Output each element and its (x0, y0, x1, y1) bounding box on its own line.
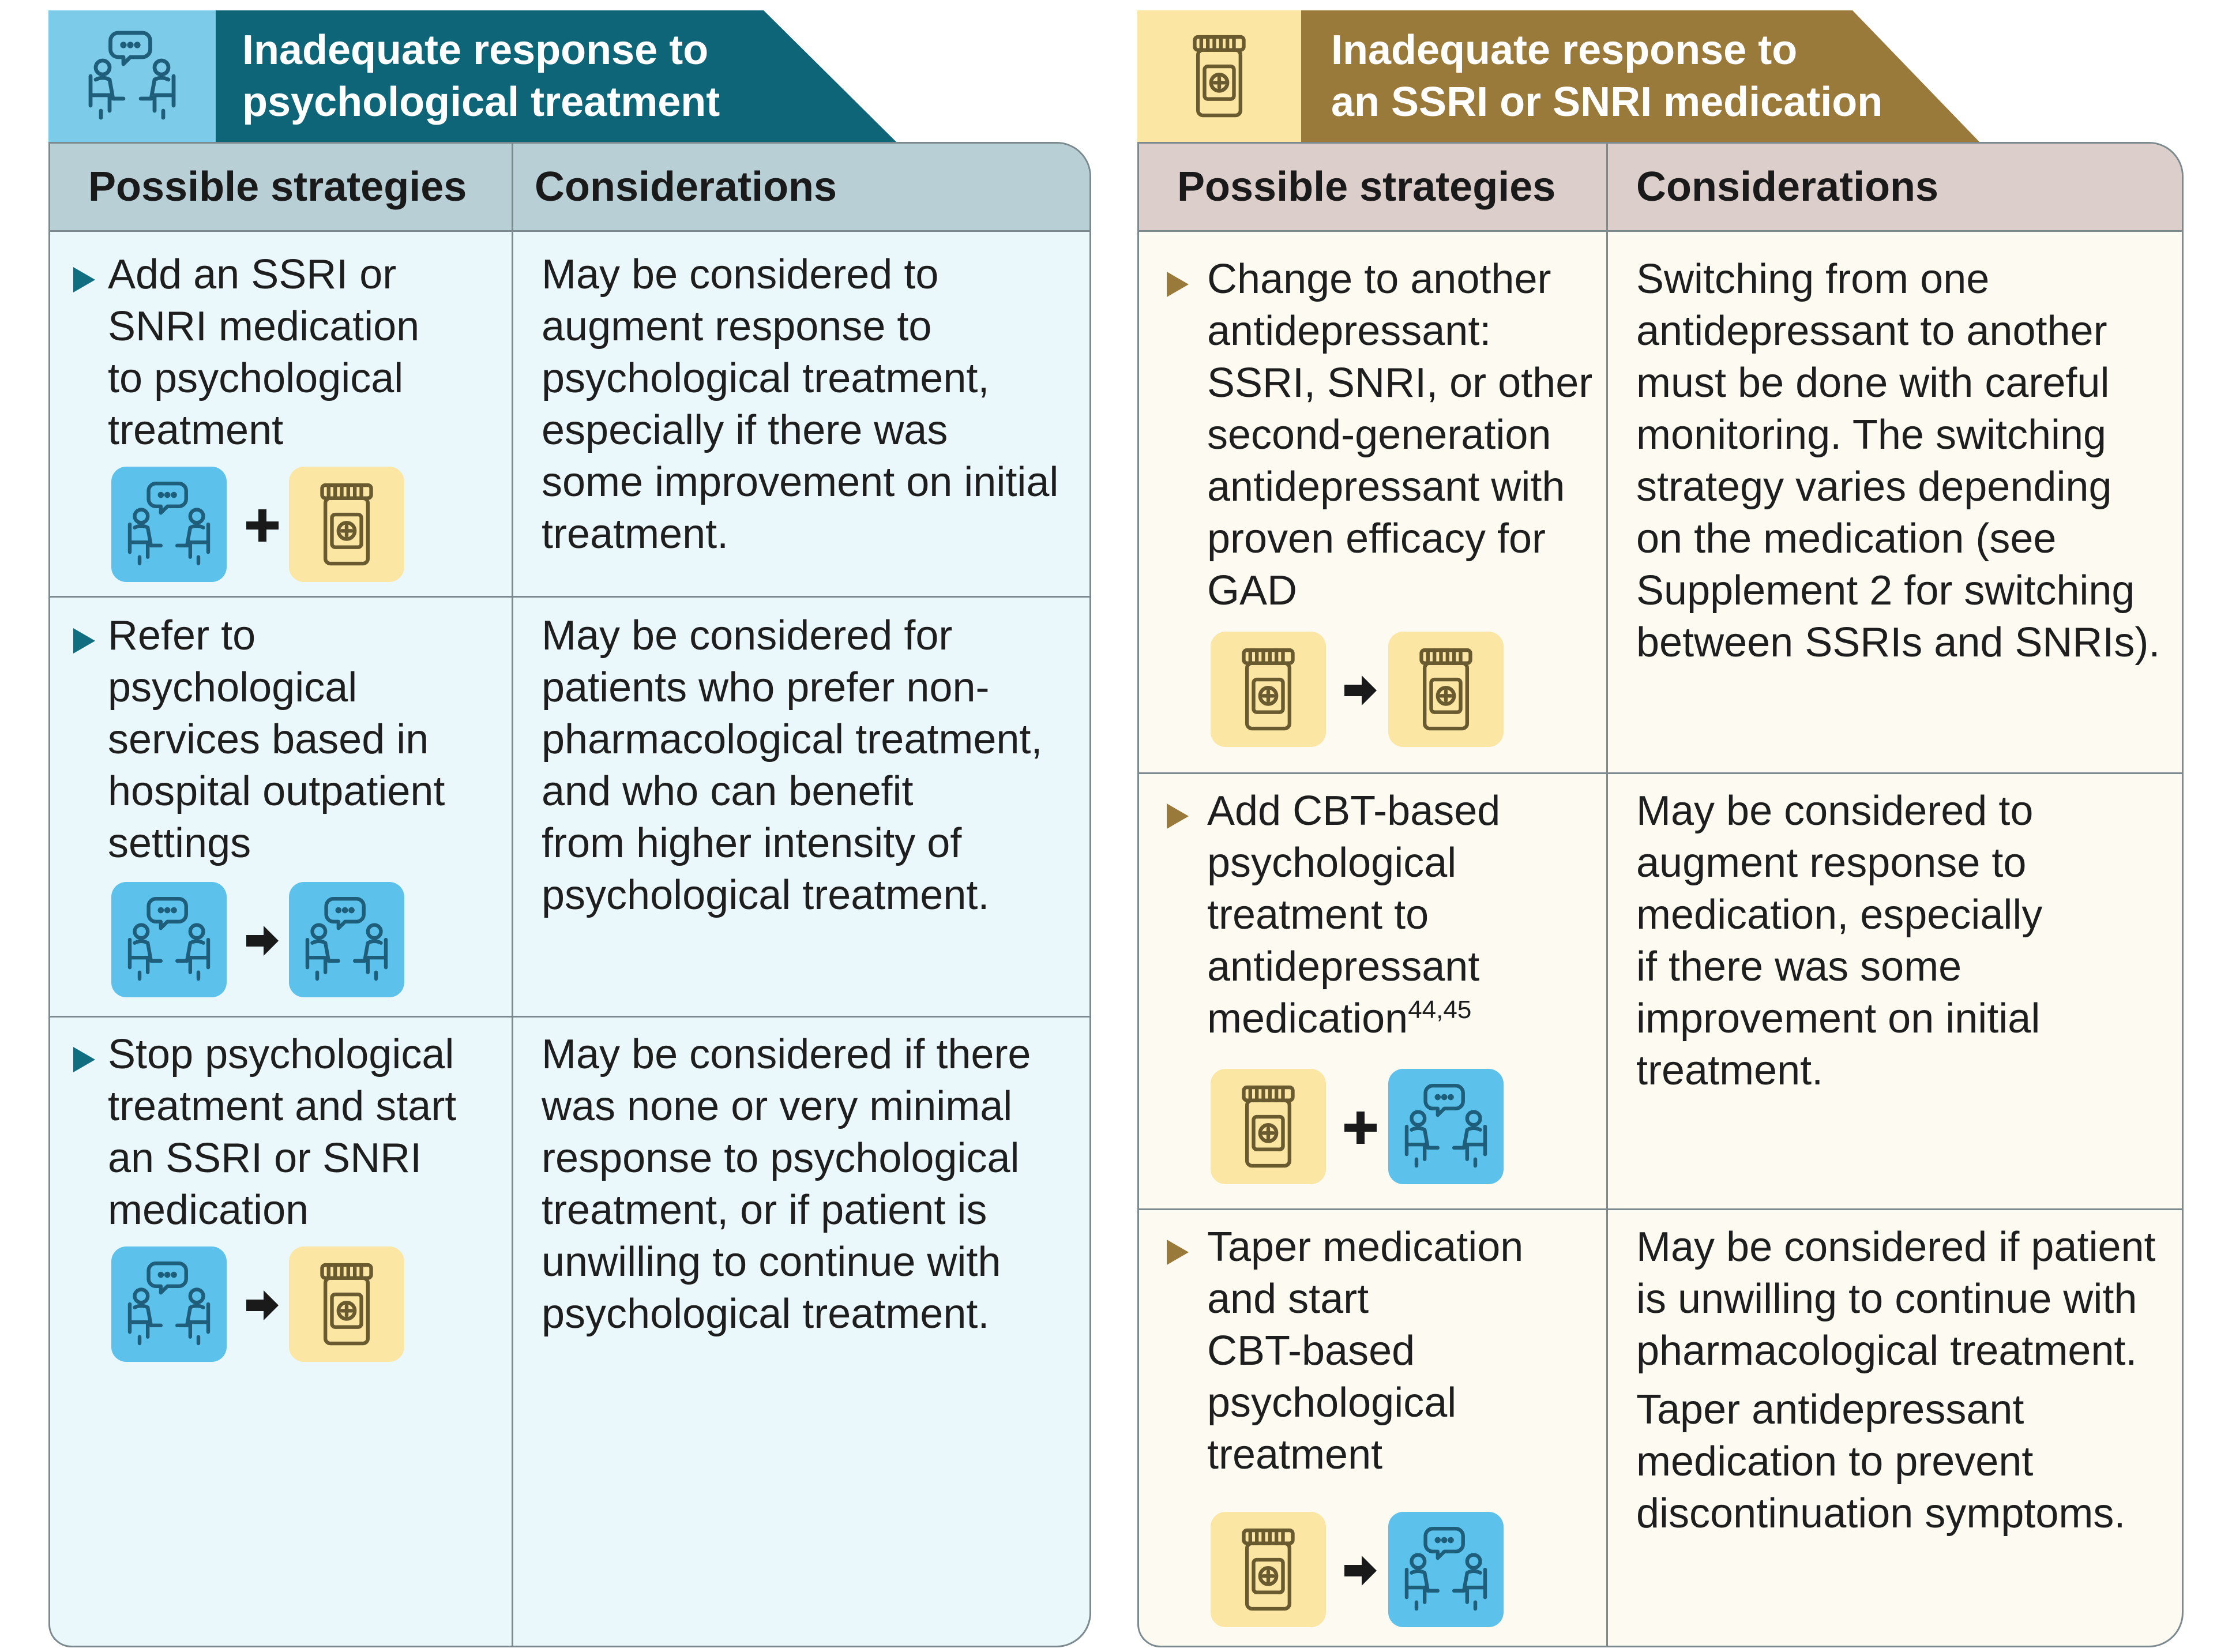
row-divider (1139, 1208, 2182, 1210)
consideration-text: May be considered for patients who prefer non- pharmacological treatment, and who can benefit from higher intensity of psychological treatment. (542, 613, 1043, 918)
table-header (1139, 144, 2182, 232)
column-divider (512, 144, 513, 1646)
consideration-text: May be considered to augment response to psychological treatment, especially if there was some improvement on initial treatment. (542, 251, 1059, 557)
therapy-session-icon (1388, 1069, 1504, 1184)
strategies-table (1137, 142, 2184, 1647)
strategies-table (48, 142, 1091, 1647)
medication-bottle-icon (1211, 1069, 1326, 1184)
row-divider (1139, 772, 2182, 774)
column-header-strategies: Possible strategies (88, 164, 467, 210)
consideration-text: May be considered if there was none or very minimal response to psychological treatment, or if patient is unwilling to continue with psychological treatment. (542, 1031, 1031, 1337)
medication-bottle-icon (1388, 632, 1504, 747)
medication-panel (1137, 10, 2187, 1652)
strategy-text: Add an SSRI or SNRI medication to psychological treatment (108, 251, 420, 453)
panel-title: Inadequate response to an SSRI or SNRI medication (1331, 27, 1883, 125)
therapy-session-icon (1388, 1512, 1504, 1627)
strategy-text: Taper medication and start CBT-based psychological treatment (1207, 1224, 1524, 1478)
column-header-considerations: Considerations (1636, 164, 1939, 210)
bullet-arrow-icon (73, 267, 95, 292)
table-header (50, 144, 1089, 232)
therapy-session-icon (111, 467, 227, 582)
strategy-text: Stop psychological treatment and start an SSRI or SNRI medication (108, 1031, 457, 1233)
column-header-strategies: Possible strategies (1177, 164, 1556, 210)
arrow-right-icon (244, 922, 281, 959)
therapy-session-icon (48, 10, 216, 142)
arrow-right-icon (1342, 1552, 1379, 1589)
strategy-text: Refer to psychological services based in hospital outpatient settings (108, 613, 445, 866)
consideration-text: Switching from one antidepressant to another must be done with careful monitoring. The switching strategy varies depending on the medication (see Supplement 2 for switching between SSRIs and SNRIs). (1636, 256, 2160, 666)
strategy-text: Add CBT-based psychological treatment to antidepressant medication$^{44,45}$ (1207, 788, 1501, 1042)
psychological-treatment-panel (48, 10, 1095, 1652)
therapy-session-icon (111, 882, 227, 997)
column-divider (1606, 144, 1608, 1646)
citation-superscript: 44,45 (1408, 996, 1472, 1024)
row-divider (50, 596, 1089, 598)
bullet-arrow-icon (73, 1047, 95, 1072)
consideration-text: May be considered if patient is unwilling to continue with pharmacological treatment. (1636, 1224, 2156, 1374)
plus-icon (244, 507, 281, 544)
plus-icon (1342, 1109, 1379, 1146)
medication-bottle-icon (289, 467, 404, 582)
panel-banner (1137, 10, 2026, 142)
panel-title: Inadequate response to psychological treatment (242, 27, 720, 125)
therapy-session-icon (111, 1246, 227, 1362)
panel-banner (48, 10, 937, 142)
medication-bottle-icon (1137, 10, 1301, 142)
strategy-text: Change to another antidepressant: SSRI, SNRI, or other second-generation antidepressant with proven efficacy for GAD (1207, 256, 1593, 614)
arrow-right-icon (244, 1287, 281, 1324)
arrow-right-icon (1342, 672, 1379, 709)
column-header-considerations: Considerations (535, 164, 837, 210)
medication-bottle-icon (289, 1246, 404, 1362)
bullet-arrow-icon (73, 628, 95, 654)
bullet-arrow-icon (1167, 1240, 1189, 1265)
therapy-session-icon (289, 882, 404, 997)
consideration-text: May be considered to augment response to medication, especially if there was some improvement on initial treatment. (1636, 788, 2043, 1094)
row-divider (50, 1016, 1089, 1018)
consideration-text-secondary: Taper antidepressant medication to prevent discontinuation symptoms. (1636, 1387, 2126, 1537)
bullet-arrow-icon (1167, 272, 1189, 297)
medication-bottle-icon (1211, 632, 1326, 747)
bullet-arrow-icon (1167, 804, 1189, 829)
medication-bottle-icon (1211, 1512, 1326, 1627)
